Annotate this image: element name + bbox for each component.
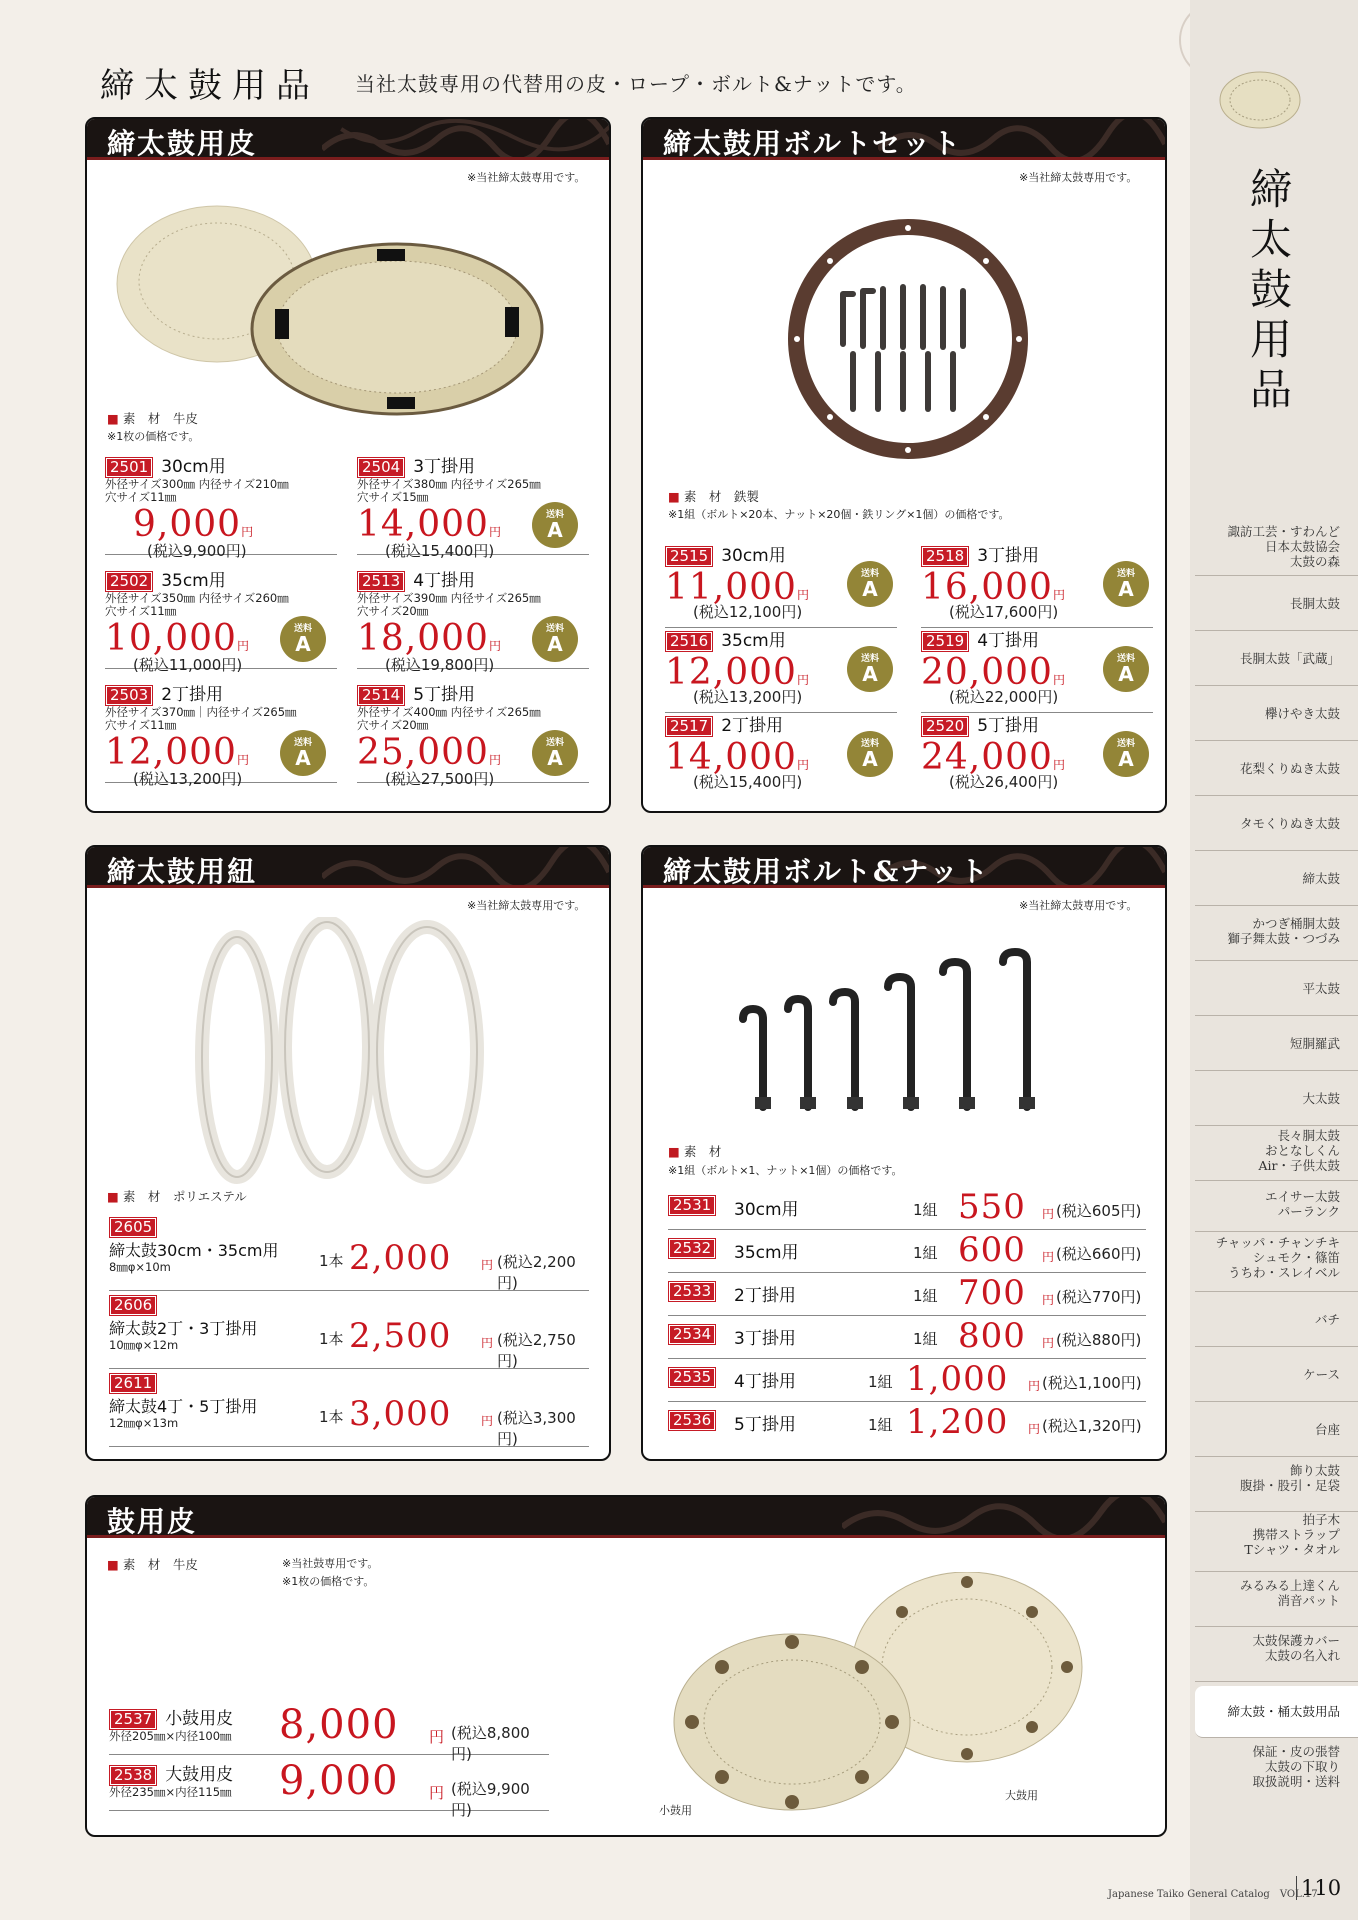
product-spec: 穴サイズ15㎜ (357, 490, 429, 504)
product-code: 2519 (921, 631, 969, 652)
product-name: 3丁掛用 (734, 1329, 796, 1349)
section-tsuzumi-skin (85, 1495, 1167, 1837)
rope-image (187, 917, 507, 1187)
product-price: 20,000 (921, 652, 1053, 693)
yen-label: 円 (236, 639, 249, 653)
header-pattern (322, 847, 609, 885)
sidebar-item-active[interactable]: 締太鼓・桶太鼓用品 (1195, 1686, 1358, 1738)
tax-price: (税込15,400円) (693, 773, 803, 791)
tax-price: (税込15,400円) (385, 542, 495, 560)
product-spec: 穴サイズ20㎜ (357, 604, 429, 618)
tax-price: (税込13,200円) (133, 770, 243, 788)
material-label: ■ 素 材 ポリエステル (107, 1189, 247, 1204)
tax-price: (税込605円) (1056, 1202, 1142, 1220)
page-subtitle: 当社太鼓専用の代替用の皮・ロープ・ボルト&ナットです。 (355, 72, 917, 96)
tax-price: (税込22,000円) (949, 688, 1059, 706)
product-spec: 穴サイズ11㎜ (105, 604, 177, 618)
tax-price: (税込1,100円) (1042, 1374, 1142, 1392)
shipping-badge: 送料 A (280, 616, 326, 662)
product-spec: 外径サイズ400㎜ 内径サイズ265㎜ (357, 705, 541, 719)
product-name: 4丁掛用 (413, 571, 476, 591)
product-item (357, 680, 589, 788)
sidebar-item[interactable]: 欅けやき太鼓 (1195, 686, 1358, 741)
tax-price: (税込26,400円) (949, 773, 1059, 791)
yen-label: 円 (488, 639, 501, 653)
product-name: 締太鼓4丁・5丁掛用 (109, 1397, 258, 1416)
yen-label: 円 (1028, 1422, 1041, 1436)
product-price: 600 (958, 1230, 1026, 1270)
product-code: 2514 (357, 685, 405, 706)
product-price: 14,000 (665, 737, 797, 778)
product-item (921, 711, 1153, 797)
product-item (357, 452, 589, 560)
list-item (668, 1316, 1146, 1359)
section-title: 締太鼓用皮 (107, 127, 258, 160)
product-price: 1,200 (906, 1402, 1009, 1442)
section-note: ※当社締太鼓専用です。 (1019, 899, 1138, 912)
yen-label: 円 (481, 1336, 494, 1350)
product-code: 2537 (109, 1709, 157, 1730)
product-name: 30cm用 (734, 1200, 799, 1220)
product-price: 18,000 (357, 618, 489, 659)
image-caption: 大鼓用 (1005, 1789, 1038, 1802)
product-code: 2532 (668, 1238, 716, 1259)
product-name: 締太鼓2丁・3丁掛用 (109, 1319, 258, 1338)
tsuzumi-skin-image (662, 1572, 1092, 1812)
tax-price: (税込3,300円) (497, 1409, 576, 1448)
product-code: 2501 (105, 457, 153, 478)
tax-price: (税込9,900円) (451, 1780, 530, 1819)
product-item (109, 1295, 589, 1369)
product-code: 2535 (668, 1367, 716, 1388)
tax-price: (税込27,500円) (385, 770, 495, 788)
sidebar-item[interactable]: 諏訪工芸・すわんど 日本太鼓協会 太鼓の森 (1195, 520, 1358, 576)
product-item (105, 680, 337, 788)
yen-label: 円 (1042, 1250, 1055, 1264)
product-item (357, 566, 589, 674)
product-item (665, 626, 897, 713)
unit-label: 1組 (868, 1373, 893, 1391)
product-name: 2丁掛用 (721, 716, 784, 736)
tax-price: (税込770円) (1056, 1288, 1142, 1306)
product-item (109, 1702, 549, 1763)
sidebar-item[interactable]: 飾り太鼓 腹掛・股引・足袋 (1195, 1457, 1358, 1512)
list-item (668, 1359, 1146, 1402)
yen-label: 円 (1052, 758, 1065, 772)
sidebar-item[interactable]: 長々胴太鼓 おとなしくん Air・子供太鼓 (1195, 1126, 1358, 1181)
section-note: ※当社鼓専用です。 (282, 1557, 379, 1570)
section-bolt-nut (641, 845, 1167, 1461)
product-price: 800 (958, 1316, 1026, 1356)
yen-label: 円 (1052, 588, 1065, 602)
sidebar-item[interactable]: 台座 (1195, 1402, 1358, 1457)
yen-label: 円 (429, 1784, 445, 1802)
sidebar-item[interactable]: 長胴太鼓「武蔵」 (1195, 631, 1358, 686)
bolts-image (733, 947, 1073, 1117)
product-code: 2503 (105, 685, 153, 706)
shipping-badge: 送料 A (847, 646, 893, 692)
product-code: 2517 (665, 716, 713, 737)
product-name: 小鼓用皮 (165, 1709, 234, 1729)
yen-label: 円 (1042, 1293, 1055, 1307)
tax-price: (税込17,600円) (949, 603, 1059, 621)
yen-label: 円 (1042, 1207, 1055, 1221)
product-price: 9,000 (279, 1758, 399, 1804)
product-item (105, 452, 337, 560)
product-name: 4丁掛用 (977, 631, 1040, 651)
product-name: 35cm用 (734, 1243, 799, 1263)
product-price: 2,500 (349, 1316, 452, 1356)
per-note: ※1組（ボルト×1、ナット×1個）の価格です。 (668, 1164, 903, 1177)
section-header (643, 847, 1165, 888)
sidebar-item[interactable]: 保証・皮の張替 太鼓の下取り 取扱説明・送料 (1252, 1744, 1340, 1789)
sidebar-item[interactable]: かつぎ桶胴太鼓 獅子舞太鼓・つづみ (1195, 906, 1358, 961)
product-item (665, 541, 897, 628)
tax-price: (税込660円) (1056, 1245, 1142, 1263)
unit-label: 1本 (319, 1330, 344, 1348)
yen-label: 円 (796, 673, 809, 687)
tax-price: (税込9,900円) (147, 542, 247, 560)
sidebar-item[interactable]: エイサー太鼓 パーランク (1195, 1181, 1358, 1232)
header-pattern (322, 119, 609, 157)
sidebar-item[interactable]: タモくりぬき太鼓 (1195, 796, 1358, 851)
tax-price: (税込12,100円) (693, 603, 803, 621)
product-code: 2533 (668, 1281, 716, 1302)
section-header (87, 1497, 1165, 1538)
product-code: 2520 (921, 716, 969, 737)
sidebar-item[interactable]: チャッパ・チャンチキ シュモク・篠笛 うちわ・スレイベル (1195, 1232, 1358, 1292)
product-name: 3丁掛用 (977, 546, 1040, 566)
yen-label: 円 (796, 758, 809, 772)
sidebar-item[interactable]: みるみる上達くん 消音パット (1195, 1572, 1358, 1627)
product-code: 2531 (668, 1195, 716, 1216)
product-name: 3丁掛用 (413, 457, 476, 477)
section-rope (85, 845, 611, 1461)
yen-label: 円 (1028, 1379, 1041, 1393)
section-bolt-set (641, 117, 1167, 813)
tax-price: (税込11,000円) (133, 656, 243, 674)
product-code: 2516 (665, 631, 713, 652)
header-pattern (842, 1497, 1165, 1535)
product-code: 2534 (668, 1324, 716, 1345)
product-spec: 外径サイズ380㎜ 内径サイズ265㎜ (357, 477, 541, 491)
product-name: 4丁掛用 (734, 1372, 796, 1392)
product-item (109, 1217, 589, 1291)
product-code: 2538 (109, 1765, 157, 1786)
sidebar-item[interactable]: 平太鼓 (1195, 961, 1358, 1016)
sidebar-item[interactable]: 太鼓保護カバー 太鼓の名入れ (1195, 1627, 1358, 1682)
product-code: 2605 (109, 1217, 157, 1238)
yen-label: 円 (481, 1414, 494, 1428)
section-title: 締太鼓用ボルト&ナット (663, 855, 990, 888)
tax-price: (税込2,200円) (497, 1253, 576, 1292)
product-code: 2536 (668, 1410, 716, 1431)
shipping-badge: 送料 A (532, 730, 578, 776)
shipping-badge: 送料 A (1103, 561, 1149, 607)
product-spec: 外径205㎜×内径100㎜ (109, 1729, 232, 1743)
shipping-badge: 送料 A (532, 502, 578, 548)
product-price: 24,000 (921, 737, 1053, 778)
section-title: 締太鼓用ボルトセット (663, 127, 963, 160)
product-name: 5丁掛用 (413, 685, 476, 705)
unit-label: 1組 (868, 1416, 893, 1434)
sidebar-item[interactable]: バチ (1195, 1292, 1358, 1347)
product-code: 2611 (109, 1373, 157, 1394)
material-label: ■ 素 材 牛皮 (107, 1557, 198, 1572)
product-item (105, 566, 337, 674)
shipping-badge: 送料 A (280, 730, 326, 776)
section-title: 鼓用皮 (107, 1505, 198, 1538)
product-code: 2513 (357, 571, 405, 592)
product-price: 8,000 (279, 1702, 399, 1748)
shipping-badge: 送料 A (1103, 646, 1149, 692)
product-price: 9,000 (133, 504, 242, 545)
product-spec: 12㎜φ×13m (109, 1416, 179, 1430)
product-spec: 穴サイズ11㎜ (105, 490, 177, 504)
product-name: 5丁掛用 (734, 1415, 796, 1435)
per-note: ※1組（ボルト×20本、ナット×20個・鉄リング×1個）の価格です。 (668, 508, 1010, 521)
product-name: 締太鼓30cm・35cm用 (109, 1241, 279, 1260)
tax-price: (税込1,320円) (1042, 1417, 1142, 1435)
list-item (668, 1273, 1146, 1316)
product-price: 14,000 (357, 504, 489, 545)
shipping-badge: 送料 A (847, 731, 893, 777)
unit-label: 1組 (913, 1244, 938, 1262)
per-note: ※1枚の価格です。 (107, 430, 200, 443)
tax-price: (税込2,750円) (497, 1331, 576, 1370)
product-price: 2,000 (349, 1238, 452, 1278)
product-price: 3,000 (349, 1394, 452, 1434)
image-caption: 小鼓用 (659, 1804, 692, 1817)
yen-label: 円 (488, 525, 501, 539)
drum-skin-thumbnail (1218, 70, 1302, 130)
sidebar-item[interactable]: 締太鼓 (1195, 851, 1358, 906)
product-price: 550 (958, 1187, 1026, 1227)
product-price: 12,000 (105, 732, 237, 773)
product-spec: 10㎜φ×12m (109, 1338, 179, 1352)
product-code: 2518 (921, 546, 969, 567)
shipping-badge: 送料 A (532, 616, 578, 662)
tax-price: (税込8,800円) (451, 1724, 530, 1763)
product-spec: 8㎜φ×10m (109, 1260, 171, 1274)
yen-label: 円 (241, 525, 254, 539)
product-name: 30cm用 (721, 546, 786, 566)
product-code: 2606 (109, 1295, 157, 1316)
section-header (643, 119, 1165, 160)
product-price: 12,000 (665, 652, 797, 693)
sidebar-title: 締 太 鼓 用 品 (1250, 165, 1293, 414)
yen-label: 円 (488, 753, 501, 767)
product-name: 30cm用 (161, 457, 226, 477)
unit-label: 1組 (913, 1201, 938, 1219)
tax-price: (税込880円) (1056, 1331, 1142, 1349)
page-title: 締太鼓用品 (100, 66, 320, 106)
unit-label: 1本 (319, 1252, 344, 1270)
shipping-badge: 送料 A (1103, 731, 1149, 777)
list-item (668, 1187, 1146, 1230)
drum-skin-image (107, 189, 577, 419)
yen-label: 円 (481, 1258, 494, 1272)
yen-label: 円 (796, 588, 809, 602)
material-label: ■ 素 材 鉄製 (668, 489, 759, 504)
product-item (921, 541, 1153, 628)
list-item (668, 1230, 1146, 1273)
product-spec: 外径サイズ300㎜ 内径サイズ210㎜ (105, 477, 289, 491)
product-spec: 外径235㎜×内径115㎜ (109, 1785, 232, 1799)
yen-label: 円 (1042, 1336, 1055, 1350)
catalog-footer: Japanese Taiko General Catalog VOL.17 (1108, 1889, 1318, 1900)
sidebar-item[interactable]: 大太鼓 (1195, 1071, 1358, 1126)
section-note: ※1枚の価格です。 (282, 1575, 375, 1588)
sidebar-item[interactable]: ケース (1195, 1347, 1358, 1402)
product-item (921, 626, 1153, 713)
yen-label: 円 (236, 753, 249, 767)
material-label: ■ 素 材 牛皮 (107, 411, 198, 426)
product-name: 2丁掛用 (161, 685, 224, 705)
unit-label: 1組 (913, 1330, 938, 1348)
section-note: ※当社締太鼓専用です。 (467, 899, 586, 912)
product-price: 25,000 (357, 732, 489, 773)
product-price: 16,000 (921, 567, 1053, 608)
product-spec: 外径サイズ350㎜ 内径サイズ260㎜ (105, 591, 289, 605)
product-price: 700 (958, 1273, 1026, 1313)
product-price: 10,000 (105, 618, 237, 659)
page-number: 110 (1296, 1876, 1341, 1900)
section-title: 締太鼓用紐 (107, 855, 258, 888)
yen-label: 円 (429, 1728, 445, 1746)
section-drum-skin (85, 117, 611, 813)
product-item (665, 711, 897, 797)
sidebar-item[interactable]: 短胴羅武 (1195, 1016, 1358, 1071)
product-spec: 穴サイズ20㎜ (357, 718, 429, 732)
price-list (668, 1187, 1146, 1444)
tax-price: (税込19,800円) (385, 656, 495, 674)
product-name: 5丁掛用 (977, 716, 1040, 736)
tax-price: (税込13,200円) (693, 688, 803, 706)
product-name: 35cm用 (161, 571, 226, 591)
shipping-badge: 送料 A (847, 561, 893, 607)
product-price: 1,000 (906, 1359, 1009, 1399)
product-item (109, 1758, 549, 1819)
bolt-set-image (788, 219, 1028, 459)
product-code: 2515 (665, 546, 713, 567)
product-code: 2502 (105, 571, 153, 592)
yen-label: 円 (1052, 673, 1065, 687)
sidebar-item[interactable]: 拍子木 携帯ストラップ Tシャツ・タオル (1195, 1512, 1358, 1572)
section-note: ※当社締太鼓専用です。 (1019, 171, 1138, 184)
section-header (87, 847, 609, 888)
list-item (668, 1402, 1146, 1444)
sidebar-item[interactable]: 長胴太鼓 (1195, 576, 1358, 631)
product-name: 35cm用 (721, 631, 786, 651)
sidebar-item[interactable]: 花梨くりぬき太鼓 (1195, 741, 1358, 796)
product-price: 11,000 (665, 567, 797, 608)
product-spec: 外径サイズ370㎜｜内径サイズ265㎜ (105, 705, 297, 719)
unit-label: 1本 (319, 1408, 344, 1426)
section-note: ※当社締太鼓専用です。 (467, 171, 586, 184)
product-name: 2丁掛用 (734, 1286, 796, 1306)
product-code: 2504 (357, 457, 405, 478)
product-item (109, 1373, 589, 1447)
product-name: 大鼓用皮 (165, 1765, 234, 1785)
product-spec: 穴サイズ11㎜ (105, 718, 177, 732)
material-label: ■ 素 材 (668, 1144, 722, 1159)
unit-label: 1組 (913, 1287, 938, 1305)
product-spec: 外径サイズ390㎜ 内径サイズ265㎜ (357, 591, 541, 605)
section-header (87, 119, 609, 160)
